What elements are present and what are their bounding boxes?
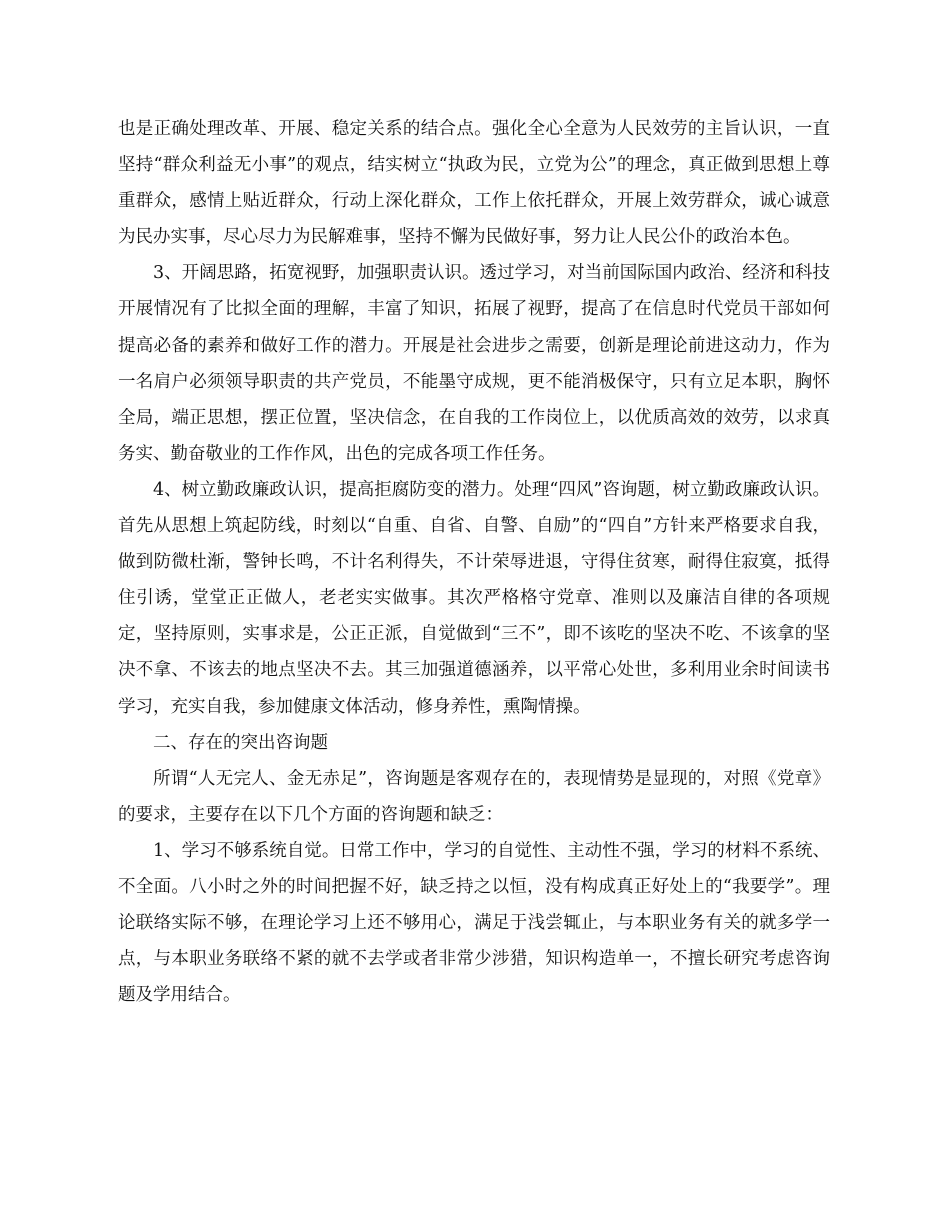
paragraph-issue-1: 1、学习不够系统自觉。日常工作中，学习的自觉性、主动性不强，学习的材料不系统、不全面。八小时之外的时间把握不好，缺乏持之以恒，没有构成真正好处上的“我要学”。理论联络实际不够，在理论学习上还不够用心，满足于浅尝辄止，与本职业务有关的就多学一点，与本职业务联络不紧的就不去学或者非常少涉猎，知识构造单一，不擅长研究考虑咨询题及学用结合。: [118, 840, 830, 1006]
paragraph-continuation: 也是正确处理改革、开展、稳定关系的结合点。强化全心全意为人民效劳的主旨认识，一直坚持“群众利益无小事”的观点，结实树立“执政为民，立党为公”的理念，真正做到思想上尊重群众，感情上贴近群众，行动上深化群众，工作上依托群众，开展上效劳群众，诚心诚意为民办实事，尽心尽力为民解难事，坚持不懈为民做好事，努力让人民公仆的政治本色。: [118, 119, 830, 248]
paragraph-section-4: 4、树立勤政廉政认识，提高拒腐防变的潜力。处理“四风”咨询题，树立勤政廉政认识。首先从思想上筑起防线，时刻以“自重、自省、自警、自励”的“四自”方针来严格要求自我，做到防微杜渐，警钟长鸣，不计名利得失，不计荣辱进退，守得住贫寒，耐得住寂寞，抵得住引诱，堂堂正正做人，老老实实做事。其次严格格守党章、准则以及廉洁自律的各项规定，坚持原则，实事求是，公正正派，自觉做到“三不”，即不该吃的坚决不吃、不该拿的坚决不拿、不该去的地点坚决不去。其三加强道德涵养，以平常心处世，多利用业余时间读书学习，充实自我，参加健康文体活动，修身养性，熏陶情操。: [118, 479, 830, 717]
section-heading-2: 二、存在的突出咨询题: [153, 732, 328, 753]
paragraph-intro-issues: 所谓“人无完人、金无赤足”，咨询题是客观存在的，表现情势是显现的，对照《党章》的要求，主要存在以下几个方面的咨询题和缺乏：: [118, 768, 830, 825]
document-body: [118, 111, 830, 1013]
paragraph-section-3: 3、开阔思路，拓宽视野，加强职责认识。透过学习，对当前国际国内政治、经济和科技开展情况有了比拟全面的理解，丰富了知识，拓展了视野，提高了在信息时代党员干部如何提高必备的素养和做好工作的潜力。开展是社会进步之需要，创新是理论前进这动力，作为一名肩户必须领导职责的共产党员，不能墨守成规，更不能消极保守，只有立足本职，胸怀全局，端正思想，摆正位置，坚决信念，在自我的工作岗位上，以优质高效的效劳，以求真务实、勤奋敬业的工作作风，出色的完成各项工作任务。: [118, 263, 830, 464]
